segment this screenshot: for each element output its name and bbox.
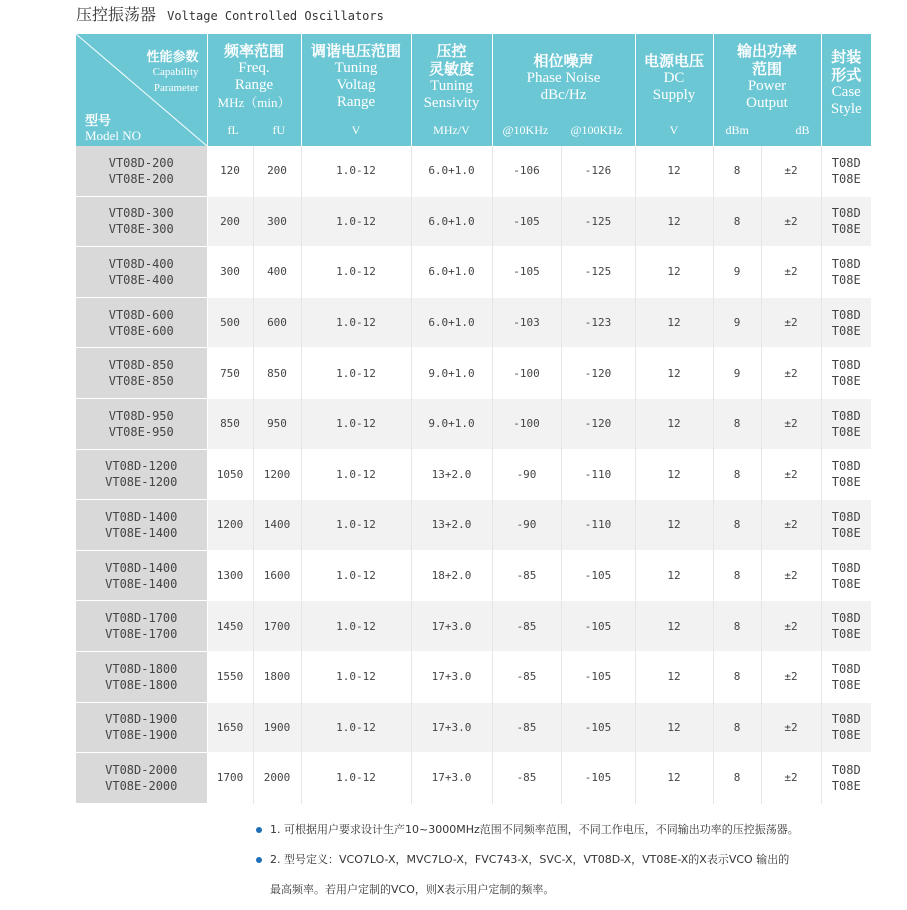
cell-dc: 12 bbox=[635, 348, 713, 399]
table-row bbox=[76, 753, 871, 804]
cell-pn100: -105 bbox=[561, 550, 635, 601]
cell-pn100: -125 bbox=[561, 196, 635, 247]
table-row bbox=[76, 601, 871, 652]
cell-tr: 1.0-12 bbox=[301, 146, 411, 196]
cell-pn10: -106 bbox=[492, 146, 561, 196]
cell-dc: 12 bbox=[635, 702, 713, 753]
tuning-range-en3: Range bbox=[336, 94, 376, 110]
cell-fl: 1300 bbox=[207, 550, 253, 601]
case-e: T08E bbox=[831, 475, 861, 490]
cell-dc: 12 bbox=[635, 196, 713, 247]
cell-pn100: -105 bbox=[561, 601, 635, 652]
model-e: VT08E-1900 bbox=[105, 728, 178, 743]
cell-tol: ±2 bbox=[761, 247, 821, 298]
cell-tol: ±2 bbox=[761, 500, 821, 551]
case-d: T08D bbox=[831, 661, 861, 676]
cell-tol: ±2 bbox=[761, 196, 821, 247]
case-e: T08E bbox=[831, 272, 861, 287]
cell-tol: ±2 bbox=[761, 601, 821, 652]
model-cell bbox=[76, 500, 207, 551]
cell-sens: 17+3.0 bbox=[411, 753, 492, 804]
cell-pn10: -100 bbox=[492, 348, 561, 399]
model-d: VT08D-1900 bbox=[105, 712, 178, 727]
header-supply bbox=[635, 34, 713, 146]
case-d: T08D bbox=[831, 459, 861, 474]
cell-tr: 1.0-12 bbox=[301, 702, 411, 753]
cell-sens: 18+2.0 bbox=[411, 550, 492, 601]
model-d: VT08D-1400 bbox=[105, 509, 178, 524]
note-2-text-cont: 最高频率。若用户定制的VCO，则X表示用户定制的频率。 bbox=[270, 883, 555, 896]
model-cell bbox=[76, 297, 207, 348]
model-d: VT08D-1400 bbox=[105, 560, 178, 575]
case-d: T08D bbox=[831, 358, 861, 373]
case-e: T08E bbox=[831, 374, 861, 389]
cell-fu: 300 bbox=[253, 196, 301, 247]
table-header bbox=[76, 34, 871, 146]
cell-fu: 600 bbox=[253, 297, 301, 348]
table-row bbox=[76, 550, 871, 601]
model-e: VT08E-600 bbox=[108, 323, 174, 338]
cell-pn10: -100 bbox=[492, 398, 561, 449]
cell-fu: 1800 bbox=[253, 651, 301, 702]
cell-pn10: -85 bbox=[492, 651, 561, 702]
cell-dc: 12 bbox=[635, 601, 713, 652]
cell-pn100: -123 bbox=[561, 297, 635, 348]
cell-pwr: 9 bbox=[713, 247, 761, 298]
freq-sub-low: fL bbox=[227, 123, 239, 137]
model-e: VT08E-400 bbox=[108, 272, 174, 287]
sensitivity-zh2: 灵敏度 bbox=[428, 60, 474, 78]
model-d: VT08D-2000 bbox=[105, 762, 178, 777]
cell-dc: 12 bbox=[635, 651, 713, 702]
cell-pn10: -105 bbox=[492, 196, 561, 247]
cell-sens: 17+3.0 bbox=[411, 651, 492, 702]
cell-tr: 1.0-12 bbox=[301, 550, 411, 601]
cell-tol: ±2 bbox=[761, 550, 821, 601]
case-cell bbox=[821, 247, 871, 298]
case-e: T08E bbox=[831, 677, 861, 692]
title-en: Voltage Controlled Oscillators bbox=[167, 9, 384, 23]
bullet-icon bbox=[256, 827, 262, 833]
case-e: T08E bbox=[831, 627, 861, 642]
case-e: T08E bbox=[831, 778, 861, 793]
cell-dc: 12 bbox=[635, 247, 713, 298]
model-cell bbox=[76, 398, 207, 449]
cell-pn10: -85 bbox=[492, 702, 561, 753]
phase-noise-en2: dBc/Hz bbox=[540, 87, 587, 103]
note-2-text: 2. 型号定义：VCO7LO-X，MVC7LO-X，FVC743-X，SVC-X，VT08D-X，VT08E-X的X表示VCO 输出的 bbox=[270, 853, 790, 866]
cell-dc: 12 bbox=[635, 500, 713, 551]
model-cell bbox=[76, 247, 207, 298]
cell-pwr: 8 bbox=[713, 550, 761, 601]
cell-pwr: 8 bbox=[713, 702, 761, 753]
case-d: T08D bbox=[831, 762, 861, 777]
cell-fl: 850 bbox=[207, 398, 253, 449]
model-cell bbox=[76, 651, 207, 702]
model-e: VT08E-1700 bbox=[105, 627, 178, 642]
model-e: VT08E-300 bbox=[108, 222, 174, 237]
cell-pwr: 8 bbox=[713, 449, 761, 500]
cell-fu: 1700 bbox=[253, 601, 301, 652]
header-freq bbox=[207, 34, 301, 146]
case-d: T08D bbox=[831, 712, 861, 727]
model-d: VT08D-1800 bbox=[105, 661, 178, 676]
case-d: T08D bbox=[831, 256, 861, 271]
case-cell bbox=[821, 702, 871, 753]
model-e: VT08E-2000 bbox=[105, 778, 178, 793]
model-e: VT08E-1200 bbox=[105, 475, 178, 490]
sensitivity-en1: Tuning bbox=[430, 78, 473, 94]
page-title bbox=[76, 4, 384, 26]
cell-dc: 12 bbox=[635, 449, 713, 500]
cell-dc: 12 bbox=[635, 550, 713, 601]
header-tuning-range bbox=[301, 34, 411, 146]
model-cell bbox=[76, 348, 207, 399]
case-cell bbox=[821, 651, 871, 702]
cell-sens: 6.0+1.0 bbox=[411, 196, 492, 247]
freq-en1: Freq. bbox=[238, 60, 270, 76]
cell-pwr: 9 bbox=[713, 297, 761, 348]
phase-noise-sub2: @100KHz bbox=[570, 123, 623, 137]
cell-tr: 1.0-12 bbox=[301, 651, 411, 702]
power-zh2: 范围 bbox=[751, 60, 782, 78]
cell-tr: 1.0-12 bbox=[301, 348, 411, 399]
case-e: T08E bbox=[831, 323, 861, 338]
case-en1: Case bbox=[831, 84, 861, 100]
spec-table bbox=[76, 34, 871, 804]
model-cell bbox=[76, 601, 207, 652]
cell-pn10: -105 bbox=[492, 247, 561, 298]
case-e: T08E bbox=[831, 171, 861, 186]
cell-sens: 6.0+1.0 bbox=[411, 297, 492, 348]
case-cell bbox=[821, 398, 871, 449]
freq-sub-high: fU bbox=[272, 123, 286, 137]
cell-fl: 1050 bbox=[207, 449, 253, 500]
model-d: VT08D-400 bbox=[108, 256, 174, 271]
tuning-range-zh: 调谐电压范围 bbox=[310, 42, 401, 60]
cell-sens: 13+2.0 bbox=[411, 500, 492, 551]
case-cell bbox=[821, 297, 871, 348]
table-body bbox=[76, 146, 871, 803]
cell-fl: 1550 bbox=[207, 651, 253, 702]
parameter-en: Parameter bbox=[153, 82, 199, 94]
case-cell bbox=[821, 550, 871, 601]
case-e: T08E bbox=[831, 728, 861, 743]
case-d: T08D bbox=[831, 408, 861, 423]
notes bbox=[256, 820, 799, 910]
power-zh1: 输出功率 bbox=[736, 42, 797, 60]
table-row bbox=[76, 651, 871, 702]
case-e: T08E bbox=[831, 424, 861, 439]
model-d: VT08D-1200 bbox=[105, 459, 178, 474]
power-sub1: dBm bbox=[725, 123, 749, 137]
cell-fu: 200 bbox=[253, 146, 301, 196]
cell-sens: 9.0+1.0 bbox=[411, 348, 492, 399]
bullet-icon bbox=[256, 857, 262, 863]
cell-fu: 1900 bbox=[253, 702, 301, 753]
cell-pwr: 8 bbox=[713, 601, 761, 652]
header-case bbox=[821, 34, 871, 146]
cell-tol: ±2 bbox=[761, 398, 821, 449]
cell-tr: 1.0-12 bbox=[301, 753, 411, 804]
table-row bbox=[76, 247, 871, 298]
model-cell bbox=[76, 196, 207, 247]
cell-sens: 6.0+1.0 bbox=[411, 146, 492, 196]
title-zh: 压控振荡器 bbox=[76, 5, 157, 24]
model-cell bbox=[76, 702, 207, 753]
cell-tr: 1.0-12 bbox=[301, 297, 411, 348]
supply-en2: Supply bbox=[652, 87, 696, 103]
note-1-text: 1. 可根据用户要求设计生产10~3000MHz范围不同频率范围，不同工作电压，不同输出功率的压控振荡器。 bbox=[270, 823, 799, 836]
cell-pn10: -90 bbox=[492, 449, 561, 500]
cell-fl: 1700 bbox=[207, 753, 253, 804]
model-e: VT08E-1400 bbox=[105, 576, 178, 591]
cell-dc: 12 bbox=[635, 398, 713, 449]
model-zh: 型号 bbox=[85, 114, 112, 129]
cell-pn10: -90 bbox=[492, 500, 561, 551]
cell-tr: 1.0-12 bbox=[301, 398, 411, 449]
cell-pwr: 8 bbox=[713, 196, 761, 247]
cell-pn100: -120 bbox=[561, 348, 635, 399]
cell-tol: ±2 bbox=[761, 146, 821, 196]
case-en2: Style bbox=[830, 101, 862, 117]
cell-dc: 12 bbox=[635, 753, 713, 804]
cell-fl: 1650 bbox=[207, 702, 253, 753]
tuning-range-en2: Voltag bbox=[336, 77, 376, 93]
table-row bbox=[76, 348, 871, 399]
cell-tr: 1.0-12 bbox=[301, 196, 411, 247]
cell-pwr: 8 bbox=[713, 753, 761, 804]
sensitivity-zh1: 压控 bbox=[436, 42, 467, 60]
case-e: T08E bbox=[831, 222, 861, 237]
model-cell bbox=[76, 753, 207, 804]
cell-fu: 1200 bbox=[253, 449, 301, 500]
model-e: VT08E-1400 bbox=[105, 525, 178, 540]
case-zh1: 封装 bbox=[831, 48, 862, 66]
case-d: T08D bbox=[831, 560, 861, 575]
cell-pn10: -85 bbox=[492, 753, 561, 804]
case-zh2: 形式 bbox=[831, 66, 862, 84]
cell-fl: 1450 bbox=[207, 601, 253, 652]
cell-fu: 850 bbox=[253, 348, 301, 399]
phase-noise-zh: 相位噪声 bbox=[533, 52, 594, 70]
cell-fl: 120 bbox=[207, 146, 253, 196]
case-e: T08E bbox=[831, 525, 861, 540]
phase-noise-sub1: @10KHz bbox=[502, 123, 549, 137]
cell-sens: 17+3.0 bbox=[411, 601, 492, 652]
cell-tr: 1.0-12 bbox=[301, 601, 411, 652]
cell-fl: 200 bbox=[207, 196, 253, 247]
header-corner bbox=[76, 34, 207, 146]
cell-pwr: 9 bbox=[713, 348, 761, 399]
cell-tol: ±2 bbox=[761, 297, 821, 348]
power-sub2: dB bbox=[795, 123, 810, 137]
table-row bbox=[76, 702, 871, 753]
model-d: VT08D-950 bbox=[108, 408, 174, 423]
case-cell bbox=[821, 500, 871, 551]
cell-pwr: 8 bbox=[713, 146, 761, 196]
cell-pn100: -125 bbox=[561, 247, 635, 298]
cell-tol: ±2 bbox=[761, 702, 821, 753]
cell-tol: ±2 bbox=[761, 651, 821, 702]
case-cell bbox=[821, 348, 871, 399]
cell-fu: 1600 bbox=[253, 550, 301, 601]
case-e: T08E bbox=[831, 576, 861, 591]
model-d: VT08D-850 bbox=[108, 358, 174, 373]
cell-fl: 500 bbox=[207, 297, 253, 348]
case-cell bbox=[821, 196, 871, 247]
cell-sens: 17+3.0 bbox=[411, 702, 492, 753]
table-row bbox=[76, 449, 871, 500]
model-e: VT08E-950 bbox=[108, 424, 174, 439]
case-cell bbox=[821, 449, 871, 500]
table-row bbox=[76, 297, 871, 348]
model-cell bbox=[76, 449, 207, 500]
cell-tol: ±2 bbox=[761, 753, 821, 804]
header-phase-noise bbox=[492, 34, 635, 146]
header-sensitivity bbox=[411, 34, 492, 146]
supply-en1: DC bbox=[663, 70, 685, 86]
case-d: T08D bbox=[831, 206, 861, 221]
model-cell bbox=[76, 550, 207, 601]
model-e: VT08E-850 bbox=[108, 374, 174, 389]
supply-zh: 电源电压 bbox=[643, 52, 704, 70]
model-cell bbox=[76, 146, 207, 196]
cell-pn100: -126 bbox=[561, 146, 635, 196]
phase-noise-en1: Phase Noise bbox=[526, 70, 601, 86]
cell-pn100: -105 bbox=[561, 651, 635, 702]
power-en2: Output bbox=[746, 95, 788, 111]
model-en: Model NO bbox=[85, 128, 141, 143]
model-d: VT08D-200 bbox=[108, 155, 174, 170]
power-en1: Power bbox=[747, 78, 787, 94]
model-e: VT08E-200 bbox=[108, 171, 174, 186]
case-d: T08D bbox=[831, 155, 861, 170]
cell-fu: 400 bbox=[253, 247, 301, 298]
case-cell bbox=[821, 146, 871, 196]
cell-pn100: -105 bbox=[561, 702, 635, 753]
cell-tr: 1.0-12 bbox=[301, 247, 411, 298]
sensitivity-en2: Sensivity bbox=[423, 95, 480, 111]
cell-fu: 950 bbox=[253, 398, 301, 449]
tuning-range-sub: V bbox=[351, 123, 361, 137]
cell-fl: 1200 bbox=[207, 500, 253, 551]
cell-pn100: -110 bbox=[561, 449, 635, 500]
case-d: T08D bbox=[831, 509, 861, 524]
capability-en: Capability bbox=[152, 66, 199, 78]
capability-zh: 性能参数 bbox=[146, 50, 199, 65]
cell-tr: 1.0-12 bbox=[301, 449, 411, 500]
cell-sens: 13+2.0 bbox=[411, 449, 492, 500]
cell-fu: 2000 bbox=[253, 753, 301, 804]
model-d: VT08D-600 bbox=[108, 307, 174, 322]
cell-pwr: 8 bbox=[713, 500, 761, 551]
model-d: VT08D-1700 bbox=[105, 611, 178, 626]
cell-sens: 9.0+1.0 bbox=[411, 398, 492, 449]
cell-pn100: -120 bbox=[561, 398, 635, 449]
case-cell bbox=[821, 601, 871, 652]
cell-dc: 12 bbox=[635, 146, 713, 196]
cell-tol: ±2 bbox=[761, 449, 821, 500]
case-cell bbox=[821, 753, 871, 804]
case-d: T08D bbox=[831, 307, 861, 322]
cell-dc: 12 bbox=[635, 297, 713, 348]
table-row bbox=[76, 500, 871, 551]
cell-fl: 750 bbox=[207, 348, 253, 399]
sensitivity-sub: MHz/V bbox=[433, 123, 470, 137]
note-2 bbox=[256, 850, 799, 880]
cell-pn100: -105 bbox=[561, 753, 635, 804]
table-row bbox=[76, 398, 871, 449]
tuning-range-en1: Tuning bbox=[334, 60, 378, 76]
cell-pn10: -85 bbox=[492, 550, 561, 601]
model-d: VT08D-300 bbox=[108, 206, 174, 221]
cell-pn10: -103 bbox=[492, 297, 561, 348]
model-e: VT08E-1800 bbox=[105, 677, 178, 692]
cell-pwr: 8 bbox=[713, 398, 761, 449]
freq-en2: Range bbox=[234, 77, 274, 93]
supply-sub: V bbox=[669, 123, 679, 137]
cell-fu: 1400 bbox=[253, 500, 301, 551]
freq-en3: MHz（min） bbox=[217, 95, 291, 110]
header-power bbox=[713, 34, 821, 146]
table-row bbox=[76, 146, 871, 196]
cell-tol: ±2 bbox=[761, 348, 821, 399]
note-1 bbox=[256, 820, 799, 850]
cell-pwr: 8 bbox=[713, 651, 761, 702]
cell-fl: 300 bbox=[207, 247, 253, 298]
cell-pn100: -110 bbox=[561, 500, 635, 551]
freq-zh: 频率范围 bbox=[223, 42, 284, 60]
cell-pn10: -85 bbox=[492, 601, 561, 652]
table-row bbox=[76, 196, 871, 247]
case-d: T08D bbox=[831, 611, 861, 626]
cell-tr: 1.0-12 bbox=[301, 500, 411, 551]
note-2-cont bbox=[270, 880, 799, 910]
cell-sens: 6.0+1.0 bbox=[411, 247, 492, 298]
